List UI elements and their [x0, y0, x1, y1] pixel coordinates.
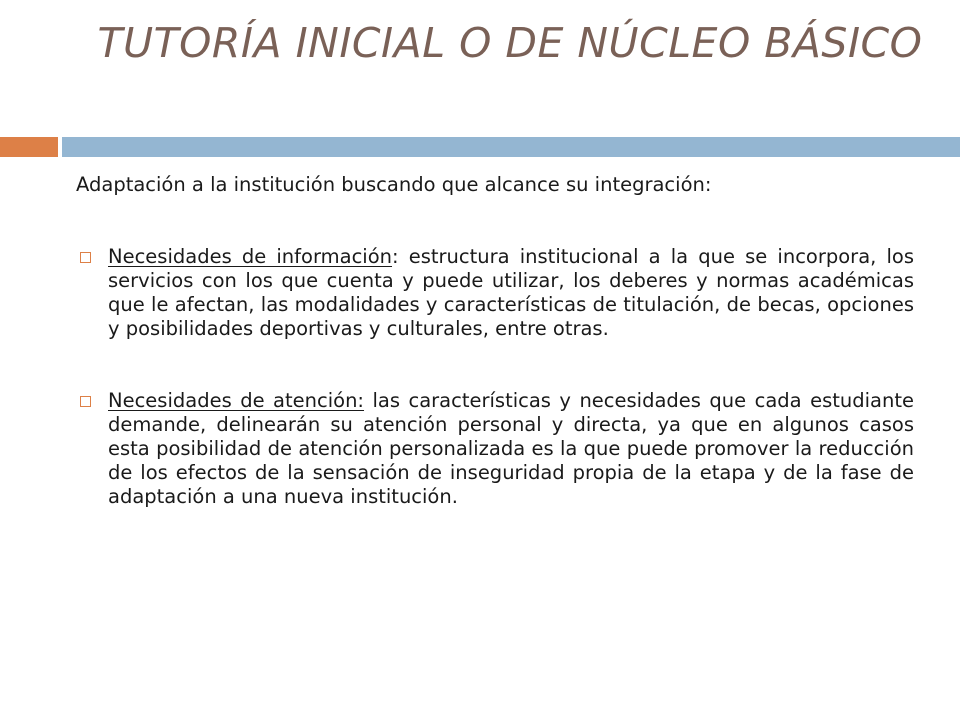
accent-bar-orange — [0, 137, 58, 157]
slide-title: TUTORÍA INICIAL O DE NÚCLEO BÁSICO — [97, 19, 923, 67]
item-heading: Necesidades de información — [108, 245, 393, 268]
list-item-atencion — [76, 389, 914, 509]
slide-body — [76, 173, 914, 557]
list-item-informacion — [76, 245, 914, 341]
accent-bar-blue — [62, 137, 960, 157]
item-text: las características y necesidades que cada estudiante demande, delinearán su atención personal y directa, ya que en algunos casos esta posibilidad de atención personalizada es la que puede promover la reducción de los efectos de la sensación de inseguridad propia de la etapa y de la fase de adaptación a una nueva institución. — [108, 389, 914, 508]
item-heading: Necesidades de atención: — [108, 389, 365, 412]
hollow-square-icon — [80, 252, 91, 263]
intro-text: Adaptación a la institución buscando que alcance su integración: — [76, 173, 712, 196]
hollow-square-icon — [80, 396, 91, 407]
item-text: : estructura institucional a la que se incorpora, los servicios con los que cuenta y puede utilizar, los deberes y normas académicas que le afectan, las modalidades y características de titulación, de becas, opciones y posibilidades deportivas y culturales, entre otras. — [108, 245, 914, 340]
